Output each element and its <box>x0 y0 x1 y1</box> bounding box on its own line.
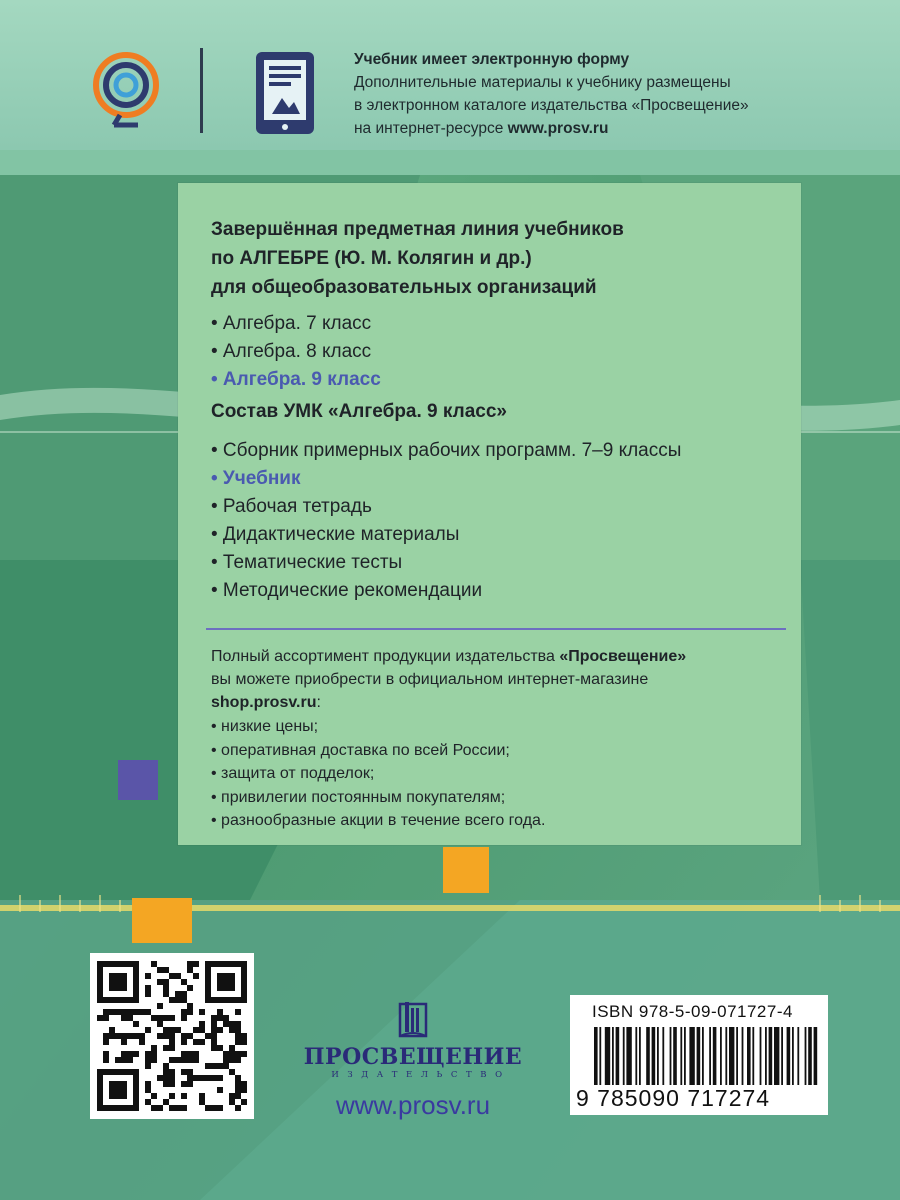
list-item-current: • Учебник <box>211 468 301 489</box>
shop-line3-suffix: : <box>316 694 321 711</box>
list-item: • привилегии постоянным покупателям; <box>211 788 506 806</box>
shop-info <box>211 645 686 714</box>
tablet-icon <box>254 50 316 136</box>
series-title-line3: для общеобразовательных организаций <box>211 277 597 298</box>
shop-link[interactable]: shop.prosv.ru <box>211 694 317 711</box>
series-list <box>211 310 381 394</box>
header-divider <box>200 48 203 133</box>
qr-code-pattern <box>97 961 247 1111</box>
electronic-form-line2: в электронном каталоге издательства «Просвещение» <box>354 97 749 114</box>
shop-line3 <box>211 691 686 714</box>
electronic-form-title: Учебник имеет электронную форму <box>354 51 630 68</box>
series-title-line2: по АЛГЕБРЕ (Ю. М. Колягин и др.) <box>211 248 532 269</box>
publisher-url[interactable]: www.prosv.ru <box>335 1090 491 1120</box>
list-item: • разнообразные акции в течение всего года. <box>211 812 546 829</box>
shop-benefits-list <box>211 715 545 833</box>
isbn-digits: 9 785090 717274 <box>576 1085 771 1111</box>
list-item: • защита от подделок; <box>211 765 375 782</box>
publisher-subtitle: ИЗДАТЕЛЬСТВО <box>331 1070 511 1080</box>
list-item: • оперативная доставка по всей России; <box>211 741 510 759</box>
isbn-barcode <box>570 995 828 1115</box>
header <box>0 0 900 150</box>
list-item: • Тематические тесты <box>211 552 403 573</box>
electronic-form-line3-prefix: на интернет-ресурсе <box>354 120 508 137</box>
umk-list <box>211 437 681 605</box>
electronic-form-logo <box>90 45 162 131</box>
series-title-line1: Завершённая предметная линия учебников <box>211 219 624 240</box>
electronic-form-notice <box>354 48 749 140</box>
website-link[interactable]: www.prosv.ru <box>507 120 609 137</box>
list-item: • Алгебра. 8 класс <box>211 341 372 362</box>
shop-line1 <box>211 645 686 668</box>
divider <box>206 628 786 630</box>
qr-code[interactable] <box>90 953 254 1119</box>
shop-line1-prefix: Полный ассортимент продукции издательства <box>211 648 560 665</box>
list-item: • Дидактические материалы <box>211 524 460 545</box>
list-item: • Рабочая тетрадь <box>211 496 372 517</box>
electronic-form-line3 <box>354 117 749 140</box>
publisher-name-large: ПРОСВЕЩЕНИЕ <box>303 1044 523 1070</box>
content-panel <box>178 183 801 845</box>
isbn-label: ISBN 978-5-09-071727-4 <box>592 1002 793 1021</box>
list-item: • низкие цены; <box>211 718 319 735</box>
umk-title: Состав УМК «Алгебра. 9 класс» <box>211 401 507 422</box>
book-emblem-icon <box>397 1000 429 1040</box>
list-item: • Методические рекомендации <box>211 580 483 601</box>
list-item: • Сборник примерных рабочих программ. 7–9 классы <box>211 440 682 461</box>
shop-line2: вы можете приобрести в официальном интернет-магазине <box>211 671 649 688</box>
publisher-name: «Просвещение» <box>559 648 687 665</box>
electronic-form-line1: Дополнительные материалы к учебнику размещены <box>354 74 731 91</box>
list-item-current: • Алгебра. 9 класс <box>211 369 381 390</box>
list-item: • Алгебра. 7 класс <box>211 313 372 334</box>
series-title <box>211 215 624 302</box>
